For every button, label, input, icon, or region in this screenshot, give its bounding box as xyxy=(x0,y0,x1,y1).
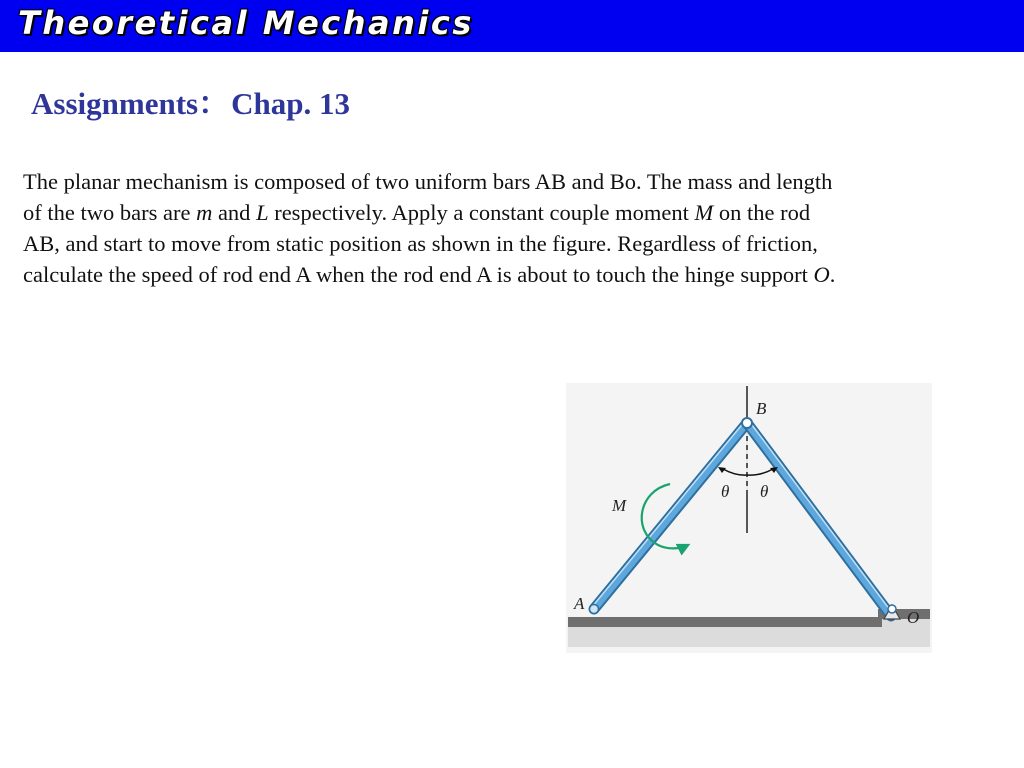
problem-line-1 xyxy=(23,166,983,197)
assignments-label: Assignments： xyxy=(31,86,230,121)
chapter-label: Chap. 13 xyxy=(231,86,350,121)
problem-line-2 xyxy=(23,197,983,228)
problem-text: on the rod xyxy=(713,200,811,225)
problem-text: and xyxy=(212,200,257,225)
length-symbol: L xyxy=(256,200,269,225)
mechanism-figure xyxy=(566,383,932,653)
label-m: M xyxy=(612,496,627,515)
problem-text: AB, and start to move from static position as shown in the figure. Regardless of friction, xyxy=(23,231,818,256)
banner-title: Theoretical Mechanics xyxy=(18,4,474,42)
problem-line-3 xyxy=(23,228,983,259)
label-theta-right: θ xyxy=(760,482,769,501)
mass-symbol: m xyxy=(196,200,213,225)
problem-statement xyxy=(23,166,983,290)
problem-text: respectively. Apply a constant couple moment xyxy=(268,200,695,225)
mechanism-diagram xyxy=(566,383,932,653)
label-theta-left: θ xyxy=(721,482,730,501)
pin-b xyxy=(742,418,752,428)
problem-text: of the two bars are xyxy=(23,200,197,225)
assignment-heading xyxy=(31,78,350,123)
problem-line-4 xyxy=(23,259,983,290)
problem-text: The planar mechanism is composed of two uniform bars AB and Bo. The mass and length xyxy=(23,169,833,194)
problem-text: . xyxy=(829,262,836,287)
label-a: A xyxy=(574,594,585,613)
label-o: O xyxy=(907,608,920,627)
moment-symbol: M xyxy=(694,200,714,225)
label-b: B xyxy=(756,399,767,418)
problem-text: calculate the speed of rod end A when the rod end A is about to touch the hinge support xyxy=(23,262,814,287)
title-banner xyxy=(0,0,1024,52)
end-a xyxy=(590,605,599,614)
hinge-symbol: O xyxy=(813,262,830,287)
